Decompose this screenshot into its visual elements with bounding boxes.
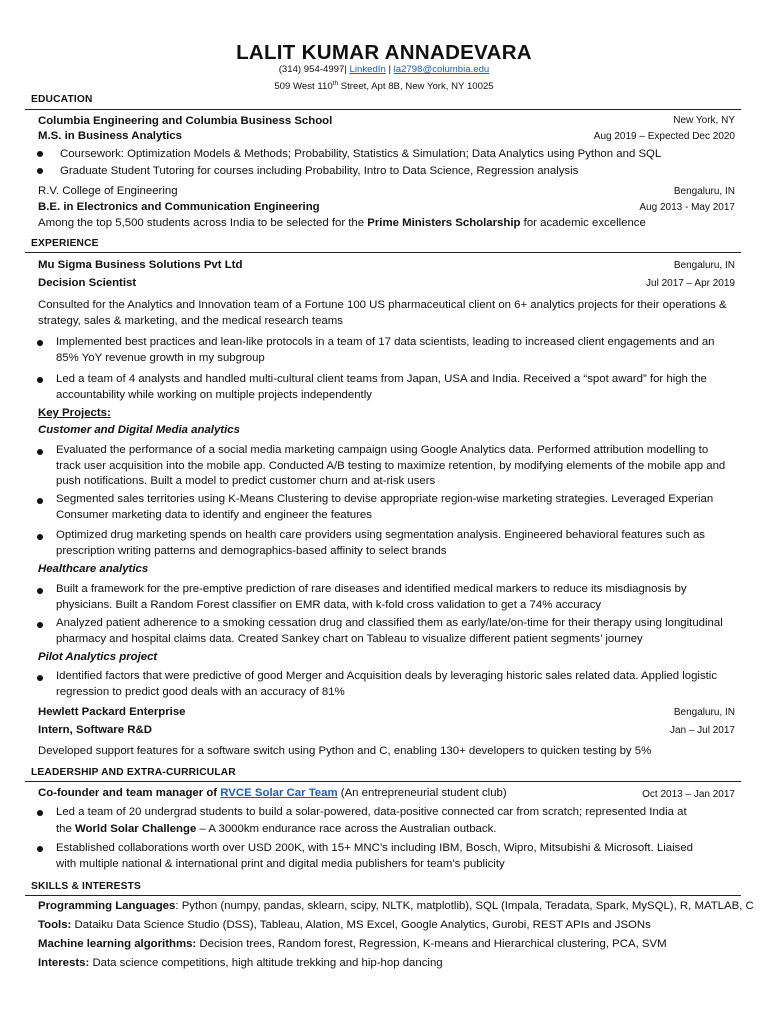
leadership-heading: LEADERSHIP AND EXTRA-CURRICULAR xyxy=(31,767,236,778)
skill-value: : Python (numpy, pandas, sklearn, scipy, NLTK, matplotlib), SQL (Impala, Teradata, Spark, MySQL), R, MATLAB, C xyxy=(175,900,754,912)
project-bullet: Segmented sales territories using K-Means Clustering to devise appropriate region-wise marketing strategies. Leveraged Experian Consumer marketing data to identify and engineer the features xyxy=(56,493,714,521)
address-superscript: th xyxy=(332,80,339,87)
leadership-bullet-line: with multiple national & international print and digital media publishers for team’s publicity xyxy=(56,858,505,870)
columbia-school: Columbia Engineering and Columbia Business School xyxy=(38,115,333,127)
project-bullet: Built a framework for the pre-emptive prediction of rare diseases and identified medical markers to reduce its misdiagnosis by physicians. Built a Random Forest classifier on EMR data, with k-fold cross validation to get a 74% accuracy xyxy=(56,583,687,611)
address-end: Street, Apt 8B, New York, NY 10025 xyxy=(338,81,494,93)
skills-ml xyxy=(38,937,667,951)
bullet-icon xyxy=(37,675,43,681)
separator: | xyxy=(388,64,391,75)
hp-summary: Developed support features for a software switch using Python and C, enabling 130+ developers to quicken testing by 5% xyxy=(38,745,652,757)
rv-degree: B.E. in Electronics and Communication Engineering xyxy=(38,201,320,213)
skills-programming xyxy=(38,899,754,913)
key-projects-label: Key Projects: xyxy=(38,407,111,419)
project-heading: Healthcare analytics xyxy=(38,563,149,575)
line-text-end: – A 3000km endurance race across the Australian outback. xyxy=(196,823,497,835)
musigma-bullet: Implemented best practices and lean-like protocols in a team of 17 data scientists, leading to increased client engagements and an 85% YoY revenue growth in my subgroup xyxy=(56,336,715,364)
musigma-company: Mu Sigma Business Solutions Pvt Ltd xyxy=(38,259,243,271)
musigma-bullet: Led a team of 4 analysts and handled multi-cultural client teams from Japan, USA and India. Received a “spot award” for high the accountability while working on multiple projects independently xyxy=(56,373,707,401)
candidate-name: LALIT KUMAR ANNADEVARA xyxy=(236,41,532,64)
musigma-dates: Jul 2017 – Apr 2019 xyxy=(646,278,735,289)
leadership-bullet-line: Led a team of 20 undergrad students to build a solar-powered, data-positive connected car from scratch; represented India at xyxy=(56,806,687,818)
linkedin-link[interactable]: LinkedIn xyxy=(349,64,386,75)
hp-company: Hewlett Packard Enterprise xyxy=(38,706,186,718)
bullet-icon xyxy=(37,810,43,816)
leadership-dates: Oct 2013 – Jan 2017 xyxy=(642,789,735,800)
columbia-tutoring: Graduate Student Tutoring for courses including Probability, Intro to Data Science, Regression analysis xyxy=(60,165,579,177)
bullet-icon xyxy=(37,151,43,157)
hp-dates: Jan – Jul 2017 xyxy=(669,725,735,736)
bullet-icon xyxy=(37,534,43,540)
section-divider xyxy=(25,781,741,782)
skill-value: Dataiku Data Science Studio (DSS), Tableau, Alation, MS Excel, Google Analytics, Gurobi, REST APIs and JSONs xyxy=(71,919,651,931)
musigma-location: Bengaluru, IN xyxy=(673,260,735,271)
project-bullet: Evaluated the performance of a social media marketing campaign using Google Analytics data. Performed attribution modelling to track user acquisition into the mobile app. Conducted A/B testing to maximize retention, by modifying elements of the mobile app and push notifications. Built a model to predict customer churn and at-risk users xyxy=(56,444,726,487)
project-bullet: Identified factors that were predictive of good Merger and Acquisition deals by leveraging historic sales related data. Applied logistic regression to predict good deals with an accuracy of 81% xyxy=(56,670,718,698)
rv-location: Bengaluru, IN xyxy=(673,186,735,197)
experience-heading: EXPERIENCE xyxy=(31,238,99,249)
skill-value: Decision trees, Random forest, Regression, K-means and Hierarchical clustering, PCA, SVM xyxy=(196,938,667,950)
hp-title: Intern, Software R&D xyxy=(38,724,152,736)
rv-dates: Aug 2013 - May 2017 xyxy=(639,202,735,213)
bullet-icon xyxy=(37,168,43,174)
section-divider xyxy=(25,895,741,896)
bullet-icon xyxy=(37,377,43,383)
note-text-end: for academic excellence xyxy=(520,217,646,229)
skill-value: Data science competitions, high altitude trekking and hip-hop dancing xyxy=(89,957,443,969)
leadership-bullet-line: Established collaborations worth over USD 200K, with 15+ MNC’s including IBM, Bosch, Wipro, Mitsubishi & Microsoft. Liaised xyxy=(56,842,693,854)
skill-label: Interests: xyxy=(38,957,90,969)
columbia-degree: M.S. in Business Analytics xyxy=(38,130,182,142)
email-link[interactable]: la2798@columbia.edu xyxy=(393,64,490,75)
bullet-icon xyxy=(37,622,43,628)
role-text: Co-founder and team manager of xyxy=(38,787,221,799)
leadership-bullet-line xyxy=(56,822,496,836)
bullet-icon xyxy=(37,449,43,455)
skill-label: Machine learning algorithms: xyxy=(38,938,197,950)
skills-interests xyxy=(38,956,443,970)
project-heading: Customer and Digital Media analytics xyxy=(38,424,240,436)
leadership-role xyxy=(38,786,507,800)
address-start: 509 West 110 xyxy=(274,81,333,93)
rv-scholarship-note xyxy=(38,216,646,230)
note-bold: Prime Ministers Scholarship xyxy=(367,217,521,229)
skill-label: Programming Languages xyxy=(38,900,176,912)
solar-car-team-link[interactable]: RVCE Solar Car Team xyxy=(220,787,338,799)
line-bold: World Solar Challenge xyxy=(75,823,197,835)
columbia-dates: Aug 2019 – Expected Dec 2020 xyxy=(593,131,735,142)
phone: (314) 954-4997| xyxy=(278,64,347,75)
project-heading: Pilot Analytics project xyxy=(38,651,158,663)
project-bullet: Optimized drug marketing spends on health care providers using segmentation analysis. Engineered behavioral features such as prescription writing patterns and demographics-based affinity to select brands xyxy=(56,529,706,557)
education-heading: EDUCATION xyxy=(31,94,93,105)
bullet-icon xyxy=(37,340,43,346)
skills-heading: SKILLS & INTERESTS xyxy=(31,881,142,892)
address-line xyxy=(0,78,768,93)
skills-tools xyxy=(38,918,651,932)
section-divider xyxy=(25,252,741,253)
note-text: Among the top 5,500 students across India to be selected for the xyxy=(38,217,368,229)
line-text: the xyxy=(56,823,75,835)
musigma-title: Decision Scientist xyxy=(38,277,137,289)
project-bullet: Analyzed patient adherence to a smoking cessation drug and classified them as early/late/on-time for their therapy using longitudinal pharmacy and hospital claims data. Created Sankey chart on Tableau to visualize different patient segments’ journey xyxy=(56,617,723,645)
bullet-icon xyxy=(37,588,43,594)
contact-line xyxy=(0,64,768,76)
columbia-coursework: Coursework: Optimization Models & Methods; Probability, Statistics & Simulation; Data Analytics using Python and SQL xyxy=(60,148,662,160)
skill-label: Tools: xyxy=(38,919,72,931)
role-note: (An entrepreneurial student club) xyxy=(337,787,507,799)
hp-location: Bengaluru, IN xyxy=(673,707,735,718)
musigma-summary: Consulted for the Analytics and Innovation team of a Fortune 100 US pharmaceutical client on 6+ analytics projects for their operations & strategy, sales & marketing, and the medical research teams xyxy=(38,299,727,327)
section-divider xyxy=(25,109,741,110)
bullet-icon xyxy=(37,498,43,504)
columbia-location: New York, NY xyxy=(673,115,735,126)
bullet-icon xyxy=(37,846,43,852)
rv-school: R.V. College of Engineering xyxy=(38,185,178,197)
